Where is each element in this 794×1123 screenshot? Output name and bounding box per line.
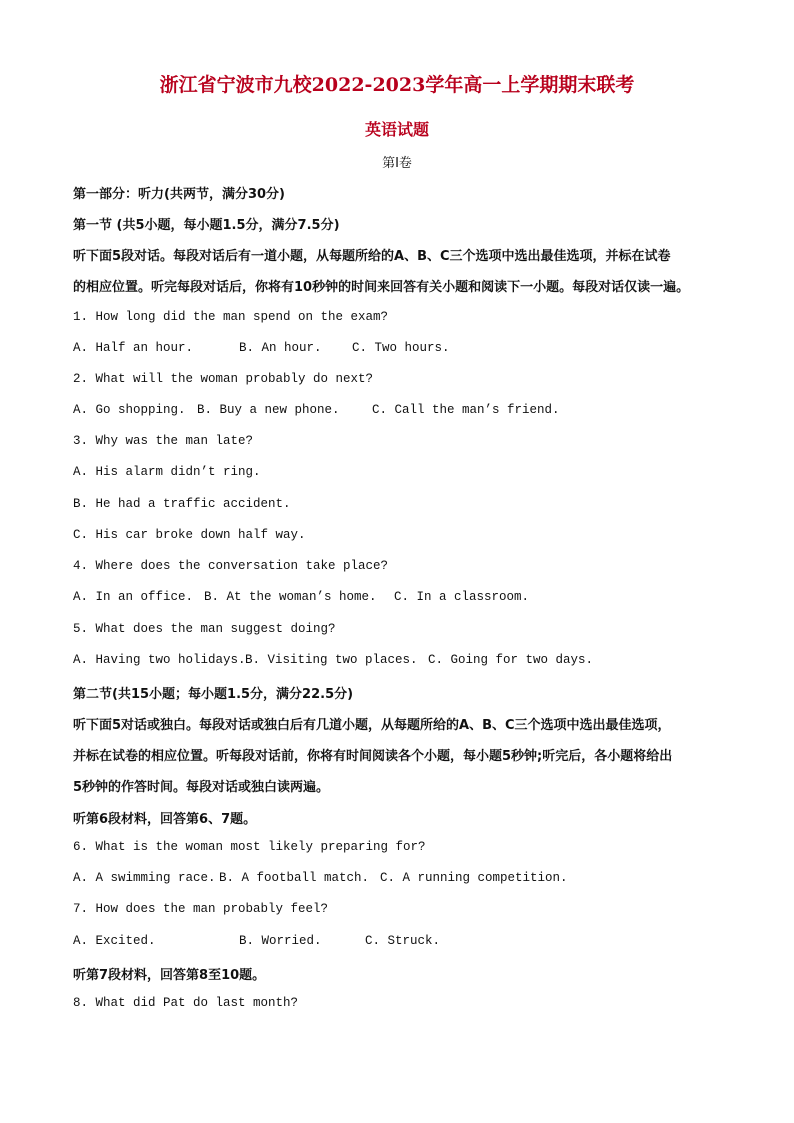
option-a: A. Excited. xyxy=(73,934,156,948)
option-c: C. Call the man’s friend. xyxy=(372,403,560,417)
material-heading: 听第7段材料，回答第8至10题。 xyxy=(73,968,266,983)
question-stem: 2. What will the woman probably do next? xyxy=(73,372,374,386)
material-heading: 听第6段材料，回答第6、7题。 xyxy=(73,812,257,827)
question-stem: 7. How does the man probably feel? xyxy=(73,902,329,916)
question-stem: 5. What does the man suggest doing? xyxy=(73,622,336,636)
option-b: B. A football match. xyxy=(219,871,370,885)
section2-instruction-line: 听下面5对话或独白。每段对话或独白后有几道小题，从每题所给的A、B、C三个选项中选出最佳选项， xyxy=(73,718,671,733)
option-b: B. An hour. xyxy=(239,341,322,355)
option-a: A. His alarm didn’t ring. xyxy=(73,465,261,479)
option-b: B. At the woman’s home. xyxy=(204,590,377,604)
section1-instruction-line: 的相应位置。听完每段对话后，你将有10秒钟的时间来回答有关小题和阅读下一小题。每段对话仅读一遍。 xyxy=(73,280,690,295)
option-a: A. In an office. xyxy=(73,590,194,604)
option-b: B. Visiting two places. xyxy=(245,653,418,667)
option-c: C. Going for two days. xyxy=(428,653,594,667)
option-a: A. Half an hour. xyxy=(73,341,194,355)
option-b: B. Worried. xyxy=(239,934,322,948)
option-a: A. A swimming race. xyxy=(73,871,216,885)
option-a: A. Having two holidays. xyxy=(73,653,246,667)
question-stem: 8. What did Pat do last month? xyxy=(73,996,299,1010)
exam-subtitle: 英语试题 xyxy=(364,120,429,139)
option-c: C. In a classroom. xyxy=(394,590,530,604)
option-b: B. He had a traffic accident. xyxy=(73,497,291,511)
exam-title: 浙江省宁波市九校2022-2023学年高一上学期期末联考 xyxy=(159,74,635,96)
section2-instruction-line: 并标在试卷的相应位置。听每段对话前，你将有时间阅读各个小题，每小题5秒钟;听完后，各小题将给出 xyxy=(73,749,673,764)
question-stem: 3. Why was the man late? xyxy=(73,434,254,448)
question-stem: 4. Where does the conversation take place? xyxy=(73,559,389,573)
question-stem: 6. What is the woman most likely preparing for? xyxy=(73,840,426,854)
option-b: B. Buy a new phone. xyxy=(197,403,340,417)
section1-instruction-line: 听下面5段对话。每段对话后有一道小题，从每题所给的A、B、C三个选项中选出最佳选项，并标在试卷 xyxy=(73,249,671,264)
option-c: C. Two hours. xyxy=(352,341,450,355)
option-c: C. A running competition. xyxy=(380,871,568,885)
section2-heading: 第二节(共15小题；每小题1.5分，满分22.5分) xyxy=(73,687,354,702)
option-c: C. His car broke down half way. xyxy=(73,528,306,542)
section1-heading: 第一节 (共5小题，每小题1.5分，满分7.5分) xyxy=(73,218,340,233)
part1-heading: 第一部分：听力(共两节，满分30分) xyxy=(73,187,285,202)
section2-instruction-line: 5秒钟的作答时间。每段对话或独白读两遍。 xyxy=(73,780,330,795)
volume-label: 第I卷 xyxy=(382,156,412,171)
option-c: C. Struck. xyxy=(365,934,441,948)
option-a: A. Go shopping. xyxy=(73,403,186,417)
question-stem: 1. How long did the man spend on the exam? xyxy=(73,310,389,324)
